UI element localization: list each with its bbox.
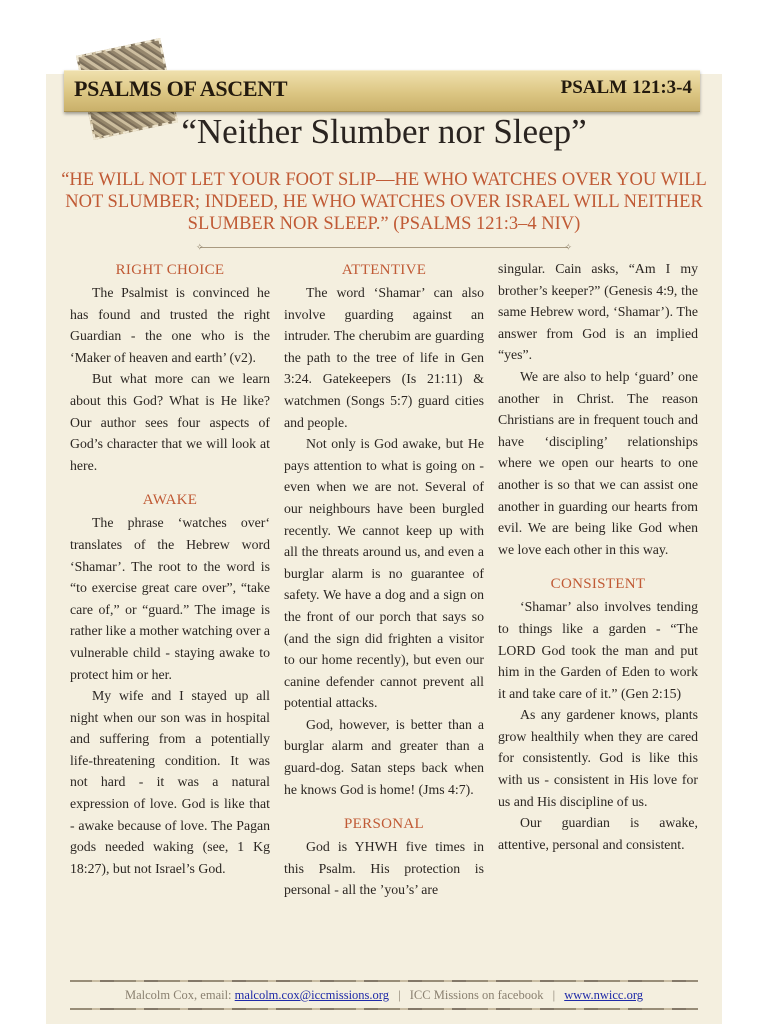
paragraph: But what more can we learn about this God? What is He like? Our author sees four aspects of God’s character that we will look at here. xyxy=(70,371,270,473)
footer-rule-top xyxy=(70,980,698,982)
psalm-reference: PSALM 121:3-4 xyxy=(560,77,692,98)
heading-personal: PERSONAL xyxy=(344,816,424,833)
paragraph: singular. Cain asks, “Am I my brother’s keeper?” (Genesis 4:9, the same Hebrew word, ‘Shamar’). The answer from God is an implied “yes”. xyxy=(498,261,698,363)
paragraph: The phrase ‘watches over‘ translates of the Hebrew word ‘Shamar’. The root to the word is “to exercise great care over”, “take care of,” or “guard.” The image is rather like a mother watching over a vulnerable child - staying awake to protect him or her. xyxy=(70,515,270,682)
series-title: PSALMS OF ASCENT xyxy=(74,76,288,101)
email-link[interactable]: malcolm.cox@iccmissions.org xyxy=(234,988,389,1002)
heading-attentive: ATTENTIVE xyxy=(341,262,427,278)
column-1 xyxy=(70,258,270,879)
heading-right-choice: RIGHT CHOICE xyxy=(115,262,225,278)
page-title: “Neither Slumber nor Sleep” xyxy=(181,112,587,151)
paragraph: We are also to help ‘guard’ one another in Christ. The reason Christians are in frequent touch and have ‘discipling’ relationships where we open our hearts to one another is so that we can assist one another in guarding our hearts from evil. We are being like God when we love each other in this way. xyxy=(498,368,698,557)
divider-ornament-left: ✧ xyxy=(196,243,204,253)
column-2 xyxy=(284,258,484,901)
divider-ornament-right: ✧ xyxy=(564,243,572,253)
paragraph: ‘Shamar’ also involves tending to things like a garden - “The LORD God took the man and put him in the Garden of Eden to work it and take care of it.” (Gen 2:15) xyxy=(498,599,698,701)
paragraph: Our guardian is awake, attentive, personal and consistent. xyxy=(498,815,698,852)
paragraph: God is YHWH five times in this Psalm. His protection is personal - all the ’you’s’ are xyxy=(284,839,484,898)
website-link[interactable]: www.nwicc.org xyxy=(564,988,644,1002)
footer-separator: | xyxy=(552,988,556,1002)
footer-rule-bottom xyxy=(70,1008,698,1010)
footer-author: Malcolm Cox, email: xyxy=(124,988,232,1002)
paragraph: As any gardener knows, plants grow healthily when they are cared for consistently. God is like this with us - consistent in His love for us and His discipline of us. xyxy=(498,707,698,809)
footer xyxy=(46,988,722,1003)
heading-consistent: CONSISTENT xyxy=(550,576,646,593)
key-verse: “HE WILL NOT LET YOUR FOOT SLIP—HE WHO WATCHES OVER YOU WILL NOT SLUMBER; INDEED, HE WHO WATCHES OVER ISRAEL WILL NEITHER SLUMBER NOR SLEEP.” (PSALMS 121:3–4 NIV) xyxy=(61,170,707,234)
paragraph: The word ‘Shamar’ can also involve guarding against an intruder. The cherubim are guarding the path to the tree of life in Gen 3:24. Gatekeepers (Is 21:11) & watchmen (Songs 5:7) guard cities and people. xyxy=(284,285,484,430)
footer-separator: | xyxy=(398,988,401,1002)
header-banner xyxy=(64,70,700,112)
paragraph: Not only is God awake, but He pays attention to what is going on - even when we are not. Several of our neighbours have been burgled recently. We cannot keep up with all the threats around us, and even a burglar alarm is no guarantee of safety. We have a dog and a sign on the front of our porch that says so (and the sign did frighten a visitor to our home recently), but even our canine defender cannot prevent all potential attacks. xyxy=(284,436,484,711)
facebook-text: ICC Missions on facebook xyxy=(409,988,544,1002)
paragraph: My wife and I stayed up all night when our son was in hospital and suffering from a potentially life-threatening condition. It was not hard - it was a natural expression of love. God is like that - awake because of love. The Pagan gods needed waking (see, 1 Kg 18:27), but not Israel’s God. xyxy=(70,688,270,876)
heading-awake: AWAKE xyxy=(142,492,198,509)
column-3 xyxy=(498,258,698,855)
section-divider xyxy=(196,243,572,253)
paragraph: God, however, is better than a burglar alarm and greater than a guard-dog. Satan steps back when he knows God is home! (Jms 4:7). xyxy=(284,716,484,797)
paragraph: The Psalmist is convinced he has found and trusted the right Guardian - the one who is the ‘Maker of heaven and earth’ (v2). xyxy=(70,285,270,365)
